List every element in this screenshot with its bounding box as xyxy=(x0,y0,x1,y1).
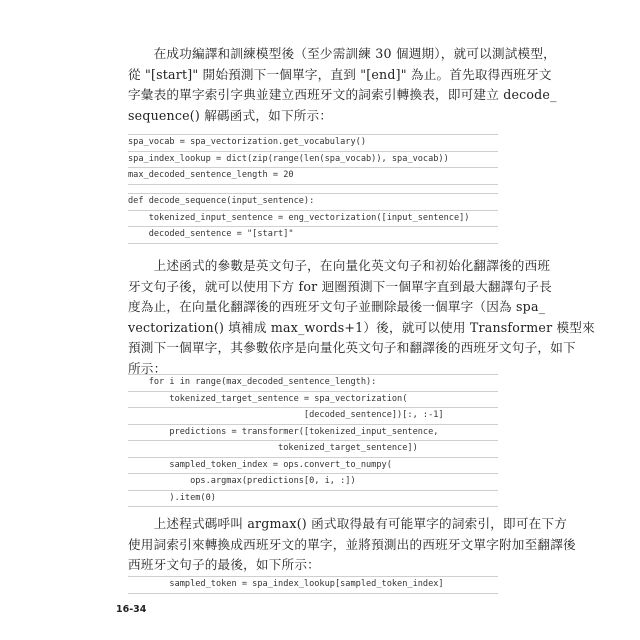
code-block-vocab xyxy=(128,134,498,185)
code-line: decoded_sentence = "[start]" xyxy=(128,227,498,244)
page-number: 16-34 xyxy=(116,604,147,615)
code-line: tokenized_input_sentence = eng_vectorization([input_sentence]) xyxy=(128,211,498,228)
text-line: 西班牙文句子的最後，如下所示： xyxy=(128,557,320,572)
code-line: def decode_sequence(input_sentence): xyxy=(128,193,498,211)
text-line: 字彙表的單字索引字典並建立西班牙文的詞索引轉換表，即可建立 decode_ xyxy=(128,87,557,102)
paragraph-function-explanation xyxy=(128,256,595,379)
code-line: tokenized_target_sentence = spa_vectorization( xyxy=(128,392,498,409)
text-line: 度為止，在向量化翻譯後的西班牙文句子並刪除最後一個單字（因為 spa_ xyxy=(128,299,546,314)
text-line: 預測下一個單字，其參數依序是向量化英文句子和翻譯後的西班牙文句子，如下 xyxy=(128,340,576,355)
text-line: 上述程式碼呼叫 argmax() 函式取得最有可能單字的詞索引，即可在下方 xyxy=(128,516,567,531)
text-line: 牙文句子後，就可以使用下方 for 迴圈預測下一個單字直到最大翻譯句子長 xyxy=(128,278,552,294)
code-line: spa_vocab = spa_vectorization.get_vocabulary() xyxy=(128,134,498,152)
text-line: vectorization() 填補成 max_words+1）後，就可以使用 Transformer 模型來 xyxy=(128,319,595,335)
text-line: 上述函式的參數是英文句子，在向量化英文句子和初始化翻譯後的西班 xyxy=(128,258,551,273)
code-block-loop xyxy=(128,374,498,507)
code-line: sampled_token_index = ops.convert_to_numpy( xyxy=(128,458,498,475)
text-line: 在成功編譯和訓練模型後（至少需訓練 30 個週期），就可以測試模型， xyxy=(128,46,556,61)
code-block-decode-def xyxy=(128,193,498,244)
code-line: max_decoded_sentence_length = 20 xyxy=(128,168,498,185)
paragraph-argmax-explanation xyxy=(128,514,576,576)
text-line: 所示： xyxy=(128,360,167,376)
code-line: predictions = transformer([tokenized_input_sentence, xyxy=(128,425,498,442)
code-line: ops.argmax(predictions[0, i, :]) xyxy=(128,474,498,491)
code-line: [decoded_sentence])[:, :-1] xyxy=(128,408,498,425)
code-line: for i in range(max_decoded_sentence_length): xyxy=(128,374,498,392)
code-line: sampled_token = spa_index_lookup[sampled_token_index] xyxy=(128,576,498,594)
text-line: 使用詞索引來轉換成西班牙文的單字，並將預測出的西班牙文單字附加至翻譯後 xyxy=(128,536,576,552)
text-line: 從 "[start]" 開始預測下一個單字，直到 "[end]" 為止。首先取得西班牙文 xyxy=(128,66,552,82)
code-line: ).item(0) xyxy=(128,491,498,508)
code-block-sampled-token xyxy=(128,576,498,594)
code-line: spa_index_lookup = dict(zip(range(len(spa_vocab)), spa_vocab)) xyxy=(128,152,498,169)
code-line: tokenized_target_sentence]) xyxy=(128,441,498,458)
text-line: sequence() 解碼函式，如下所示： xyxy=(128,107,333,123)
paragraph-intro xyxy=(128,44,557,126)
